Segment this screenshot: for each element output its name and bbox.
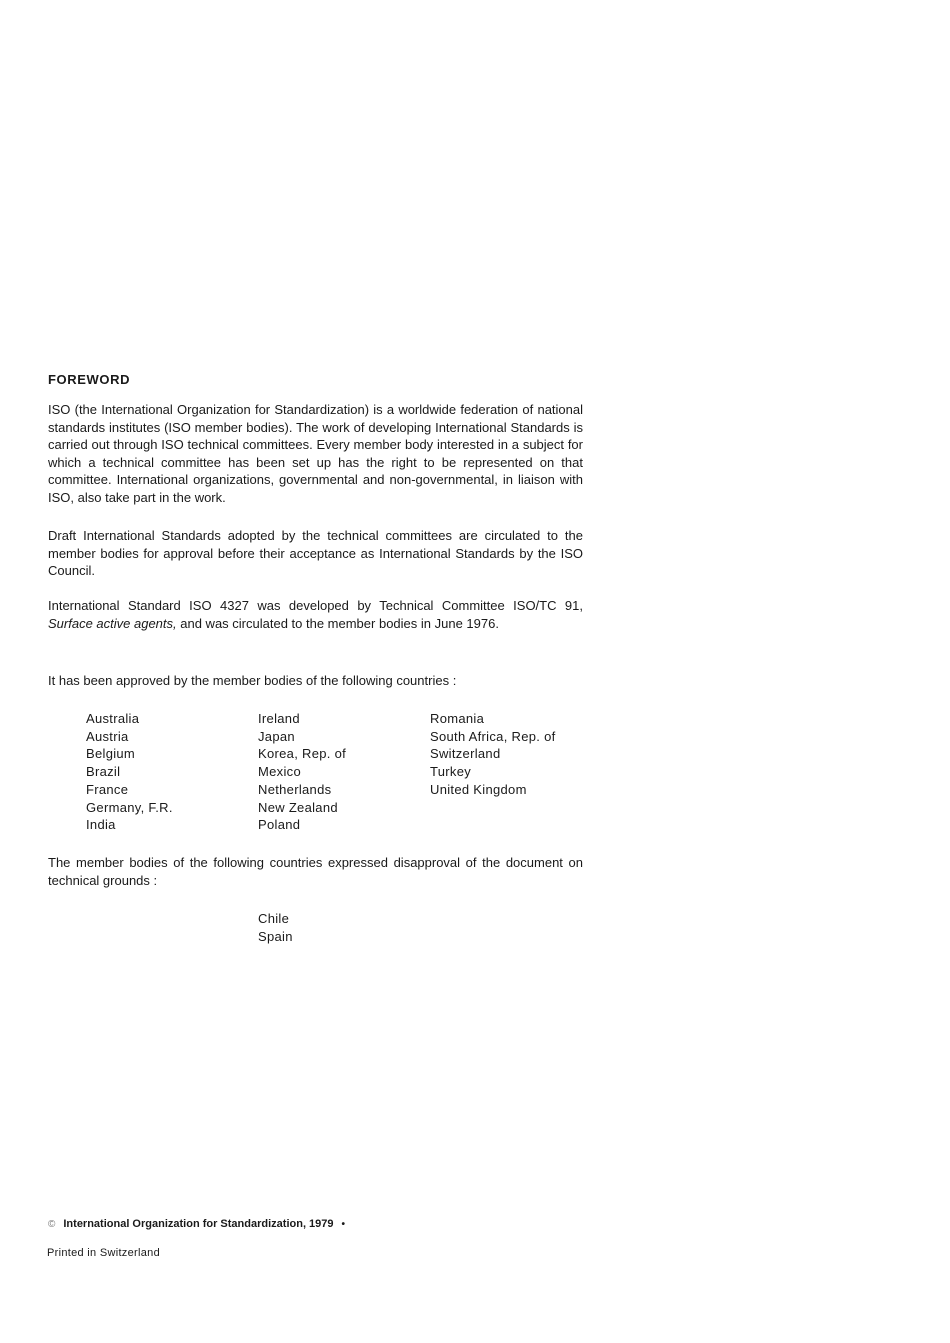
development-text-start: International Standard ISO 4327 was developed by Technical Committee ISO/TC 91, xyxy=(48,598,583,613)
foreword-paragraph-approval: It has been approved by the member bodies of the following countries : xyxy=(48,673,457,688)
disapproving-countries-list xyxy=(258,910,293,946)
country-item: Mexico xyxy=(258,764,301,780)
foreword-heading: FOREWORD xyxy=(48,372,131,387)
approving-countries-column-1 xyxy=(86,710,173,834)
bullet-icon: • xyxy=(341,1218,346,1230)
country-item: Brazil xyxy=(86,764,121,780)
country-item: Ireland xyxy=(258,711,300,726)
country-item: Austria xyxy=(86,728,129,744)
country-item: Chile xyxy=(258,911,290,926)
country-item: Germany, F.R. xyxy=(86,799,173,815)
country-item: Turkey xyxy=(430,764,472,780)
country-item: New Zealand xyxy=(258,799,338,815)
country-item: Poland xyxy=(258,817,301,833)
country-item: South Africa, Rep. of xyxy=(430,728,556,744)
country-item: Netherlands xyxy=(258,781,332,797)
printed-in-text: Printed in Switzerland xyxy=(47,1247,160,1259)
country-item: Belgium xyxy=(86,746,136,762)
country-item: India xyxy=(86,817,116,833)
foreword-paragraph-development xyxy=(48,597,583,632)
country-item: Japan xyxy=(258,728,295,744)
foreword-paragraph-disapproval: The member bodies of the following countries expressed disapproval of the document on technical grounds : xyxy=(48,855,583,888)
country-item: Romania xyxy=(430,711,485,726)
country-item: Spain xyxy=(258,929,293,944)
country-item: Switzerland xyxy=(430,746,501,762)
approving-countries-column-3 xyxy=(430,710,556,799)
country-item: Korea, Rep. of xyxy=(258,746,347,762)
country-item: France xyxy=(86,781,129,797)
copyright-text: International Organization for Standardization, 1979 xyxy=(63,1218,334,1230)
committee-title: Surface active agents, xyxy=(48,615,177,631)
development-text-end: and was circulated to the member bodies in June 1976. xyxy=(176,615,499,631)
foreword-paragraph-iso-intro: ISO (the International Organization for Standardization) is a worldwide federation of national standards institutes (ISO member bodies). The work of developing International Standards is carried out through ISO technical committees. Every member body interested in a subject for which a technical committee has been set up has the right to be represented on that committee. International organizations, governmental and non-governmental, in liaison with ISO, also take part in the work. xyxy=(48,402,583,505)
copyright-icon: © xyxy=(48,1218,56,1230)
copyright-line xyxy=(48,1218,345,1230)
foreword-paragraph-draft-standards: Draft International Standards adopted by the technical committees are circulated to the member bodies for approval before their acceptance as International Standards by the ISO Council. xyxy=(48,528,583,578)
approving-countries-column-2 xyxy=(258,710,346,834)
country-item: United Kingdom xyxy=(430,781,527,797)
country-item: Australia xyxy=(86,711,140,726)
